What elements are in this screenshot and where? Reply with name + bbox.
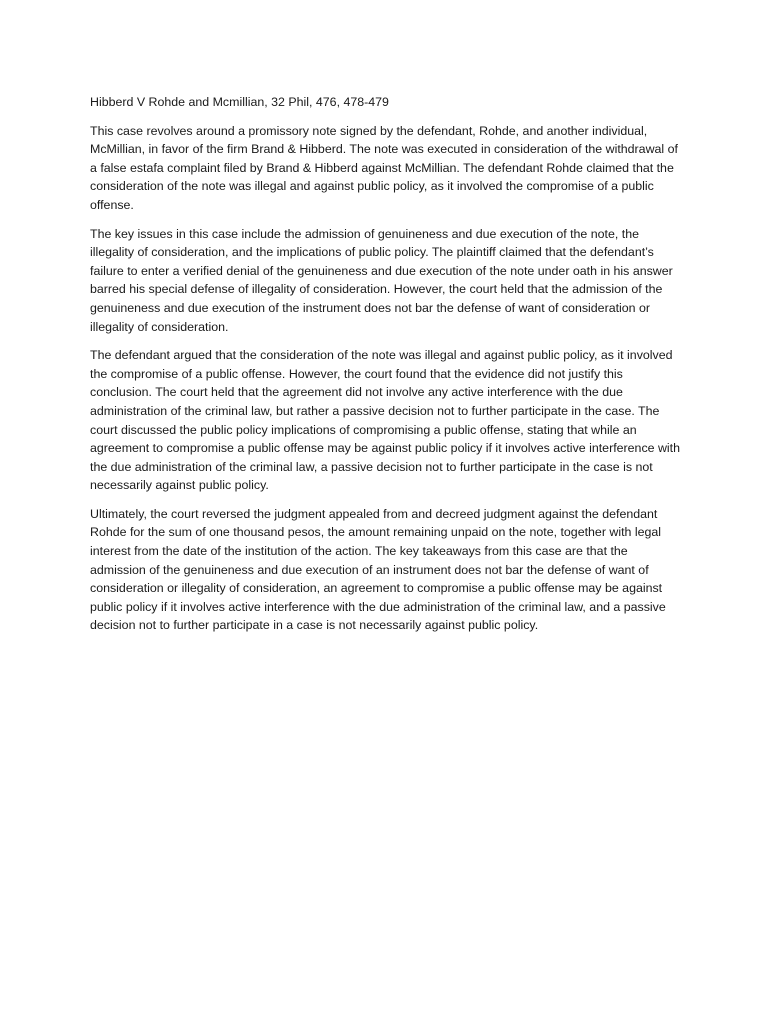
paragraph-defendant-argument: The defendant argued that the consideration of the note was illegal and against public policy, as it involved the compromise of a public offense. However, the court found that the evidence did not justify this conclusion. The court held that the agreement did not involve any active interference with the due administration of the criminal law, but rather a passive decision not to further participate in the case. The court discussed the public policy implications of compromising a public offense, stating that while an agreement to compromise a public offense may be against public policy if it involves active interference with the due administration of the criminal law, a passive decision not to further participate in the case is not necessarily against public policy.	[90, 348, 681, 493]
document-title: Hibberd V Rohde and Mcmillian, 32 Phil, 476, 478-479	[90, 95, 389, 109]
paragraph-summary: This case revolves around a promissory note signed by the defendant, Rohde, and another individual, McMillian, in favor of the firm Brand & Hibberd. The note was executed in consideration of the withdrawal of a false estafa complaint filed by Brand & Hibberd against McMillian. The defendant Rohde claimed that the consideration of the note was illegal and against public policy, as it involved the compromise of a public offense.	[90, 123, 678, 212]
paragraph-ruling: Ultimately, the court reversed the judgment appealed from and decreed judgment against the defendant Rohde for the sum of one thousand pesos, the amount remaining unpaid on the note, together with legal interest from the date of the institution of the action. The key takeaways from this case are that the admission of the genuineness and due execution of an instrument does not bar the defense of want of consideration or illegality of consideration, an agreement to compromise a public offense may be against public policy if it involves active interference with the due administration of the criminal law, and a passive decision not to further participate in a case is not necessarily against public policy.	[90, 506, 666, 633]
paragraph-key-issues: The key issues in this case include the admission of genuineness and due execution of the note, the illegality of consideration, and the implications of public policy. The plaintiff claimed that the defendant’s failure to enter a verified denial of the genuineness and due execution of the note under oath in his answer barred his special defense of illegality of consideration. However, the court held that the admission of the genuineness and due execution of the instrument does not bar the defense of want of consideration or illegality of consideration.	[90, 226, 673, 334]
